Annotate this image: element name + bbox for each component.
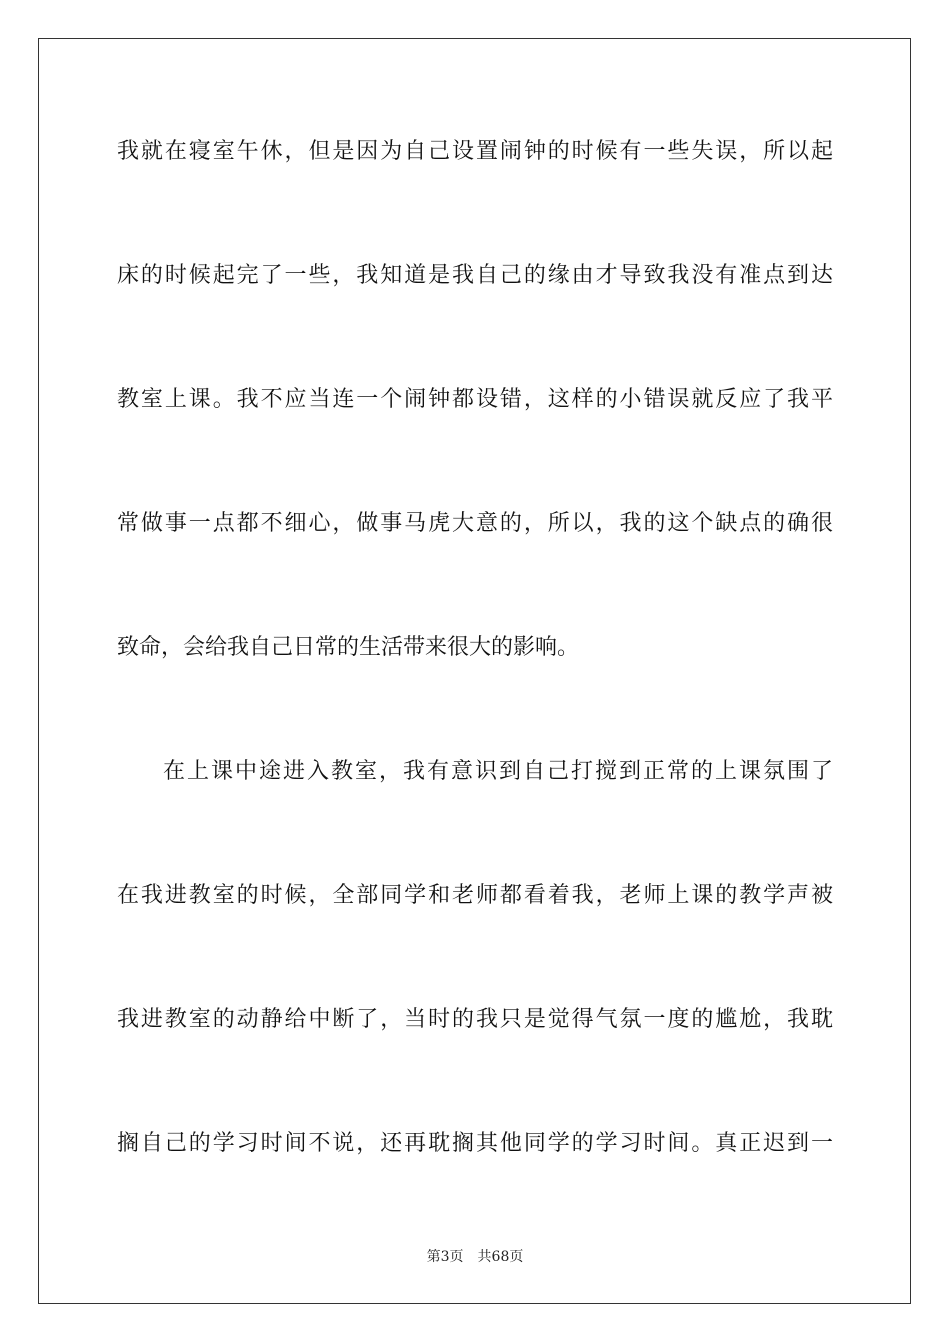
body-text-line-8: 我进教室的动静给中断了，当时的我只是觉得气氛一度的尴尬，我耽 xyxy=(117,1007,833,1032)
body-text-line-2: 床的时候起完了一些，我知道是我自己的缘由才导致我没有准点到达 xyxy=(117,263,833,288)
body-text-line-3: 教室上课。我不应当连一个闹钟都设错，这样的小错误就反应了我平 xyxy=(117,387,833,412)
body-text-line-9: 搁自己的学习时间不说，还再耽搁其他同学的学习时间。真正迟到一 xyxy=(117,1131,833,1156)
body-text-line-6: 在上课中途进入教室，我有意识到自己打搅到正常的上课氛围了 xyxy=(163,759,833,784)
page-total: 共68页 xyxy=(477,1249,524,1265)
page-footer xyxy=(0,1247,950,1267)
page-border xyxy=(38,38,911,1304)
body-text-line-1: 我就在寝室午休，但是因为自己设置闹钟的时候有一些失误，所以起 xyxy=(117,139,833,164)
body-text-line-5: 致命，会给我自己日常的生活带来很大的影响。 xyxy=(117,635,580,660)
body-text-line-4: 常做事一点都不细心，做事马虎大意的，所以，我的这个缺点的确很 xyxy=(117,511,833,536)
body-text-line-7: 在我进教室的时候，全部同学和老师都看着我，老师上课的教学声被 xyxy=(117,883,833,908)
page-number: 第3页 xyxy=(426,1249,464,1265)
